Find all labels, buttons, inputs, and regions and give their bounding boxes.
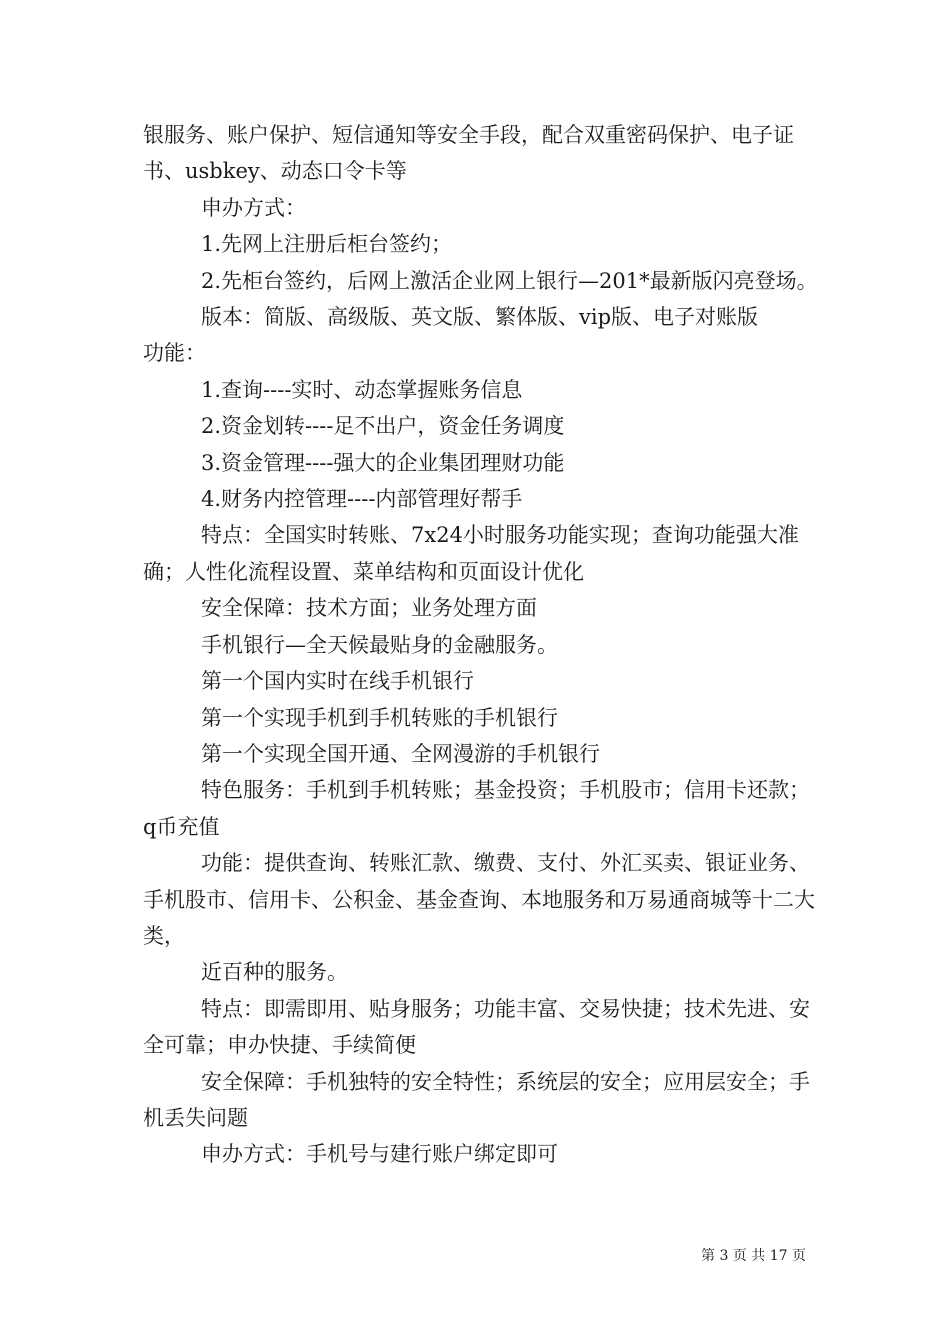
paragraph: 申办方式： <box>201 195 306 220</box>
paragraph: 1.查询----实时、动态掌握账务信息 <box>201 377 523 402</box>
paragraph: 安全保障：手机独特的安全特性；系统层的安全；应用层安全；手机丢失问题 <box>143 1069 810 1130</box>
paragraph: 安全保障：技术方面；业务处理方面 <box>201 596 537 621</box>
paragraph: 第一个实现全国开通、全网漫游的手机银行 <box>201 741 600 766</box>
paragraph: 版本：简版、高级版、英文版、繁体版、vip版、电子对账版 <box>201 305 759 330</box>
paragraph: 特点：即需即用、贴身服务；功能丰富、交易快捷；技术先进、安全可靠；申办快捷、手续简便 <box>143 996 810 1058</box>
paragraph: 近百种的服务。 <box>201 960 348 985</box>
paragraph: 2.先柜台签约，后网上激活企业网上银行—201*最新版闪亮登场。 <box>201 268 818 293</box>
paragraph: 2.资金划转----足不出户，资金任务调度 <box>201 414 565 439</box>
paragraph: 1.先网上注册后柜台签约； <box>201 232 453 257</box>
document-body <box>143 117 823 1173</box>
paragraph: 功能：提供查询、转账汇款、缴费、支付、外汇买卖、银证业务、手机股市、信用卡、公积金、基金查询、本地服务和万易通商城等十二大类， <box>143 851 815 948</box>
paragraph: 特色服务：手机到手机转账；基金投资；手机股市；信用卡还款；q币充值 <box>143 778 810 839</box>
paragraph: 银服务、账户保护、短信通知等安全手段，配合双重密码保护、电子证书、usbkey、动态口令卡等 <box>143 123 794 184</box>
paragraph: 功能： <box>143 341 206 366</box>
paragraph: 3.资金管理----强大的企业集团理财功能 <box>201 450 565 475</box>
page-number-footer: 第 3 页 共 17 页 <box>701 1248 806 1264</box>
paragraph: 4.财务内控管理----内部管理好帮手 <box>201 487 523 512</box>
paragraph: 申办方式：手机号与建行账户绑定即可 <box>201 1142 558 1167</box>
paragraph: 第一个实现手机到手机转账的手机银行 <box>201 705 558 730</box>
paragraph: 第一个国内实时在线手机银行 <box>201 669 474 694</box>
paragraph: 手机银行—全天候最贴身的金融服务。 <box>201 632 558 657</box>
paragraph: 特点：全国实时转账、7x24小时服务功能实现；查询功能强大准确；人性化流程设置、菜单结构和页面设计优化 <box>143 523 799 584</box>
